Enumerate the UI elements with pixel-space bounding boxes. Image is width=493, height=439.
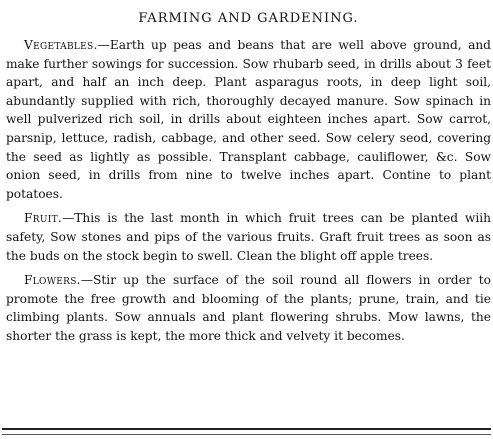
section-fruit bbox=[6, 209, 491, 265]
section-text-vegetables: —Earth up peas and beans that are well above ground, and make further sowings for succession. Sow rhubarb seed, in drills about 3 feet apart, and half an inch deep. Plant asparagus roots, in deep light soil, abundantly supplied with rich, thoroughly decayed manure. Sow spinach in well pulverized rich soil, in drills about eighteen inches apart. Sow carrot, parsnip, lettuce, radish, cabbage, and other seed. Sow celery seod, covering the seed as lightly as possible. Transplant cabbage, cauliflower, &c. Sow onion seed, in drills from nine to twelve inches apart. Contine to plant potatoes. bbox=[6, 38, 491, 201]
section-heading-vegetables: Vegetables. bbox=[24, 38, 98, 52]
column-divider-rule bbox=[2, 428, 491, 435]
section-heading-fruit: Fruit. bbox=[24, 211, 63, 226]
section-vegetables bbox=[6, 36, 491, 203]
section-text-flowers: —Stir up the surface of the soil round all flowers in order to promote the free growth and blooming of the plants; prune, train, and tie climbing plants. Sow annuals and plant flowering shrubs. Mow lawns, the shorter the grass is kept, the more thick and velvety it becomes. bbox=[6, 273, 491, 343]
section-text-fruit: —This is the last month in which fruit trees can be planted wiih safety, Sow stones and pips of the various fruits. Graft fruit trees as soon as the buds on the stock begin to swell. Clean the blight off apple trees. bbox=[6, 211, 491, 263]
section-flowers bbox=[6, 271, 491, 345]
article-title: FARMING AND GARDENING. bbox=[138, 11, 359, 26]
section-heading-flowers: Flowers. bbox=[24, 273, 81, 288]
